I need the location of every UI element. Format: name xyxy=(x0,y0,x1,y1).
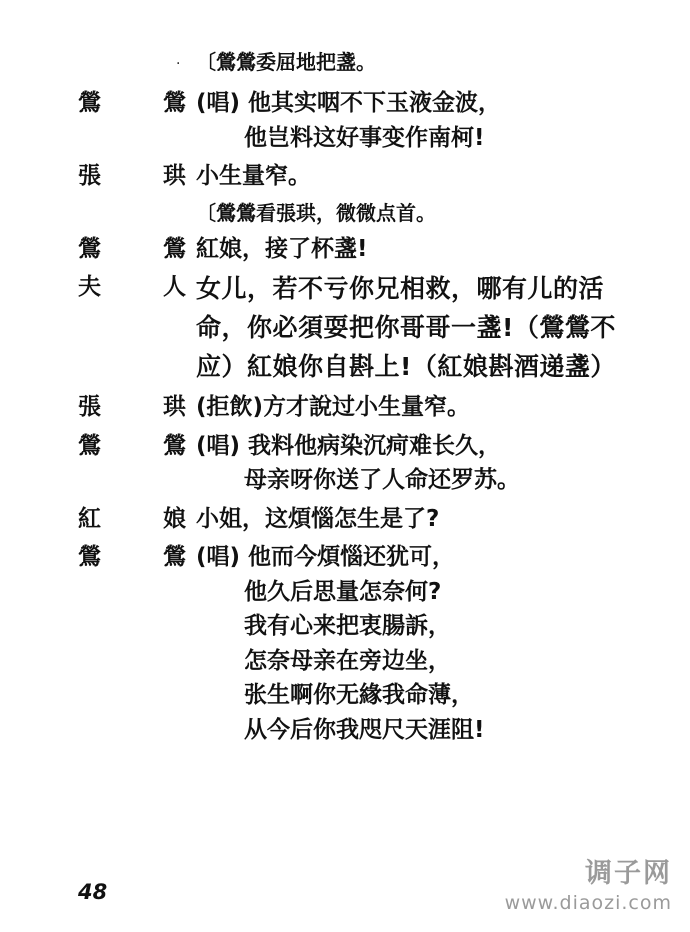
speaker-char-1: 張 xyxy=(78,163,101,189)
dialogue-line xyxy=(78,429,658,498)
speaker-char-2: 珙 xyxy=(163,163,186,189)
dialogue-text xyxy=(196,232,658,267)
watermark-url: www.diaozi.com xyxy=(504,892,672,914)
speaker-char-1: 鶯 xyxy=(78,544,101,571)
line-segment: (拒飲)方才說过小生量窄。 xyxy=(196,394,471,421)
dialogue-text xyxy=(196,540,658,747)
speaker-char-2: 鶯 xyxy=(163,432,186,459)
speaker-char-2: 人 xyxy=(163,274,186,300)
script-body xyxy=(78,86,658,751)
line-segment: 命，你必須耍把你哥哥一盞!（鶯鶯不 xyxy=(196,312,616,342)
dialogue-line xyxy=(78,390,658,425)
line-segment: 小姐，这煩惱怎生是了? xyxy=(196,505,440,532)
speaker-name xyxy=(78,429,196,464)
line-segment: 〔鶯鶯看張珙，微微点首。 xyxy=(196,200,436,225)
line-segment: 从今后你我咫尺天涯阻! xyxy=(244,716,485,743)
speaker-char-2: 鶯 xyxy=(163,235,186,262)
speaker-char-1: 鶯 xyxy=(78,432,101,459)
speaker-char-2: 珙 xyxy=(163,394,186,421)
speaker-char-1: 鶯 xyxy=(78,235,101,262)
dialogue-line xyxy=(78,502,658,537)
margin-dot-mark: · xyxy=(176,56,181,72)
page-number: 48 xyxy=(78,880,108,904)
stage-direction-top: 〔鶯鶯委屈地把盞。 xyxy=(196,50,376,74)
speaker-char-1: 鶯 xyxy=(78,90,101,116)
speaker-char-1: 夫 xyxy=(78,274,101,300)
dialogue-text xyxy=(196,86,658,155)
speaker-name xyxy=(78,232,196,267)
speaker-char-2: 鶯 xyxy=(163,544,186,571)
dialogue-text xyxy=(196,159,658,194)
dialogue-line xyxy=(78,270,658,386)
line-segment: 应）紅娘你自斟上!（紅娘斟酒递盞） xyxy=(196,351,616,381)
line-segment: 女儿，若不亏你兄相救，哪有儿的活 xyxy=(196,274,605,303)
dialogue-line xyxy=(78,232,658,267)
speaker-char-2: 鶯 xyxy=(163,90,186,116)
line-segment: (唱) 我料他病染沉疴难长久， xyxy=(196,432,502,459)
speaker-name xyxy=(78,390,196,425)
line-segment: (唱) 他而今煩惱还犹可， xyxy=(196,544,456,571)
dialogue-text xyxy=(196,502,658,537)
speaker-name xyxy=(78,159,196,194)
line-segment: 他久后思量怎奈何? xyxy=(244,578,442,605)
watermark-title: 调子网 xyxy=(585,857,672,889)
speaker-name xyxy=(78,502,196,537)
speaker-char-2: 娘 xyxy=(163,505,186,532)
line-segment: 怎奈母亲在旁边坐， xyxy=(244,647,451,674)
watermark xyxy=(505,858,672,914)
speaker-name xyxy=(78,270,196,305)
dialogue-text xyxy=(196,429,658,498)
line-segment: 母亲呀你送了人命还罗苏。 xyxy=(244,467,520,494)
dialogue-text xyxy=(196,198,658,228)
speaker-name xyxy=(78,86,196,121)
dialogue-line xyxy=(78,86,658,155)
line-segment: 小生量窄。 xyxy=(196,163,311,189)
speaker-char-1: 紅 xyxy=(78,505,101,532)
dialogue-text xyxy=(196,390,658,425)
line-segment: 我有心来把衷腸訴， xyxy=(244,613,451,640)
dialogue-line xyxy=(78,540,658,747)
line-segment: 张生啊你无緣我命薄， xyxy=(244,682,474,709)
stage-direction-line xyxy=(78,198,658,228)
line-segment: 紅娘，接了杯盞! xyxy=(196,235,368,262)
speaker-name xyxy=(78,540,196,575)
line-segment: 他岂料这好事变作南柯! xyxy=(244,124,485,151)
speaker-char-1: 張 xyxy=(78,394,101,421)
dialogue-text xyxy=(196,270,658,386)
dialogue-line xyxy=(78,159,658,194)
line-segment: (唱) 他其实咽不下玉液金波， xyxy=(196,90,502,116)
